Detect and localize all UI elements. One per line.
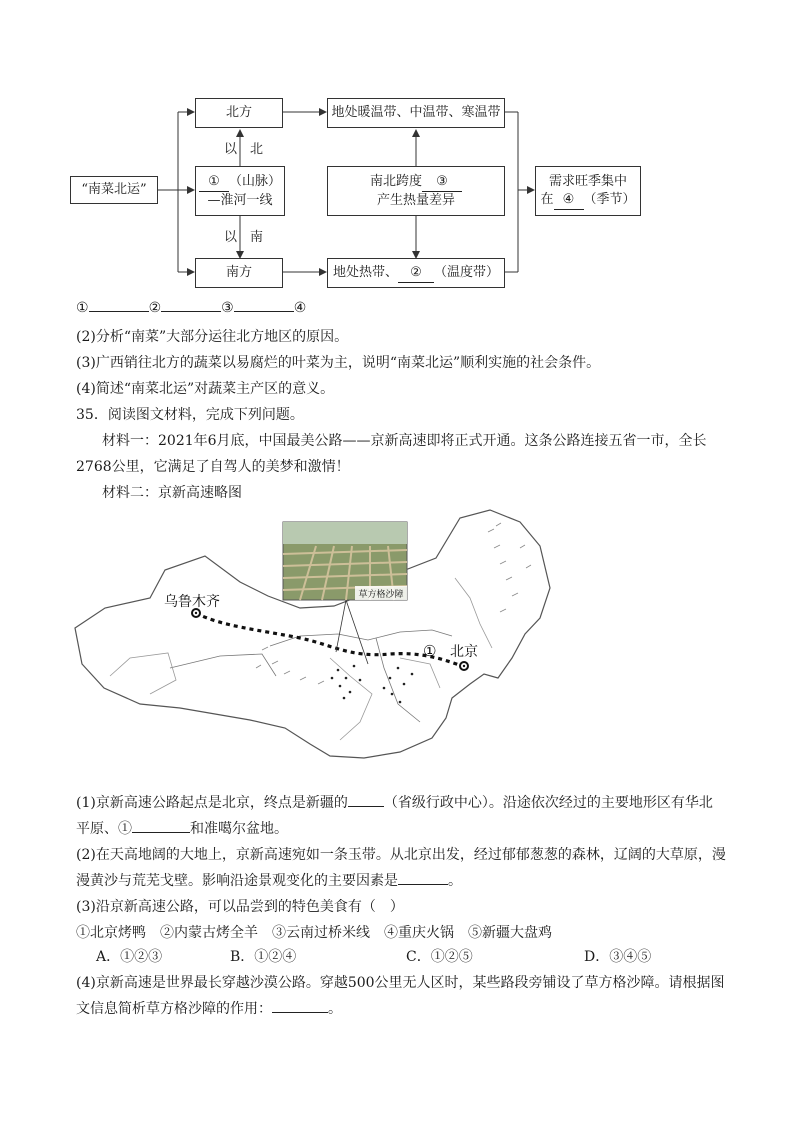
material-1-line-2: 2768公里，它满足了自驾人的美梦和激情！ [76, 459, 350, 475]
option-c[interactable]: C．①②⑤ [406, 949, 473, 965]
north-label: 北方 [225, 105, 252, 120]
blank-landform[interactable] [132, 832, 190, 833]
beijing-label: 北京 [450, 644, 478, 660]
map-marker-1: ① [423, 642, 437, 660]
demand-box [535, 166, 641, 216]
question-35: 35．阅读图文材料，完成下列问题。 [76, 407, 304, 423]
question-4: (4)简述“南菜北运”对蔬菜主产区的意义。 [76, 381, 335, 397]
demand-line-2: 在 ④ （季节） [540, 191, 635, 210]
blank-function[interactable] [272, 1012, 328, 1013]
south-label: 南方 [225, 265, 252, 280]
blank-capital[interactable] [348, 806, 384, 807]
divider-box [195, 166, 285, 216]
south-zone-box: 地处热带、 ② （温度带） [327, 258, 505, 288]
question-2: (2)分析“南菜”大部分运往北方地区的原因。 [76, 329, 349, 345]
north-zone-box [327, 98, 505, 128]
latitude-box [327, 166, 505, 216]
sub-question-2-line-1: (2)在天高地阔的大地上，京新高速宛如一条玉带。从北京出发，经过郁郁葱葱的森林，辽阔的大草原，漫 [76, 847, 726, 863]
divider-line-2: —淮河一线 [207, 192, 273, 208]
expressway-map [0, 508, 800, 778]
divider-line-1: ① （山脉） [199, 173, 281, 192]
option-d[interactable]: D．③④⑤ [584, 949, 652, 965]
flowchart-connectors [0, 0, 800, 300]
material-2: 材料二：京新高速略图 [102, 485, 242, 501]
label-south: 以 南 [224, 230, 264, 245]
sub-question-4-line-1: (4)京新高速是世界最长穿越沙漠公路。穿越500公里无人区时，某些路段旁铺设了草方格沙障。请根据图 [76, 975, 725, 991]
latitude-line-1: 南北跨度 ③ [370, 173, 462, 192]
sub-question-2-line-2: 漫黄沙与荒芜戈壁。影响沿途景观变化的主要因素是 。 [76, 873, 462, 889]
blank-factor[interactable] [398, 884, 448, 885]
option-a[interactable]: A．①②③ [96, 949, 163, 965]
start-label: “南菜北运” [81, 182, 147, 197]
sub-question-1-line-2: 平原、① 和准噶尔盆地。 [76, 821, 288, 837]
latitude-line-2: 产生热量差异 [376, 192, 455, 208]
sub-question-3-items: ①北京烤鸭 ②内蒙古烤全羊 ③云南过桥米线 ④重庆火锅 ⑤新疆大盘鸡 [76, 925, 552, 941]
blank-1[interactable] [89, 311, 149, 312]
sub-question-3: (3)沿京新高速公路，可以品尝到的特色美食有（ ） [76, 899, 404, 915]
south-box [195, 258, 283, 288]
blank-3[interactable] [234, 311, 294, 312]
options-row [96, 946, 651, 966]
sand-barrier-photo [283, 522, 407, 600]
answer-blanks: ① ② ③ ④ [76, 300, 307, 316]
question-3: (3)广西销往北方的蔬菜以易腐烂的叶菜为主，说明“南菜北运”顺利实施的社会条件。 [76, 355, 601, 371]
north-zone-label: 地处暖温带、中温带、寒温带 [331, 105, 501, 120]
north-box [195, 98, 283, 128]
label-north: 以 北 [224, 142, 264, 157]
photo-caption: 草方格沙障 [358, 590, 404, 600]
material-1-line-1: 材料一：2021年6月底，中国最美公路——京新高速即将正式开通。这条公路连接五省一市，全长 [102, 433, 707, 449]
blank-2[interactable] [161, 311, 221, 312]
demand-line-1: 需求旺季集中 [548, 173, 627, 189]
sub-question-1-line-1: (1)京新高速公路起点是北京，终点是新疆的 （省级行政中心）。沿途依次经过的主要地形区有华北 [76, 795, 713, 811]
urumqi-label: 乌鲁木齐 [164, 594, 220, 610]
sub-question-4-line-2: 文信息简析草方格沙障的作用： 。 [76, 1001, 342, 1017]
start-box [70, 176, 158, 204]
option-b[interactable]: B．①②④ [230, 949, 297, 965]
